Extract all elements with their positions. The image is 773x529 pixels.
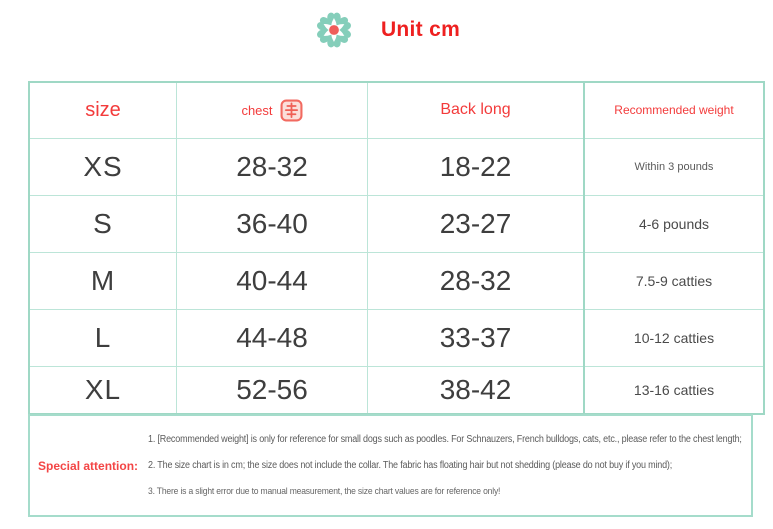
flower-icon	[313, 9, 355, 51]
circumference-stamp-icon	[280, 99, 303, 122]
notes-list	[148, 434, 773, 497]
chest-value: 40-44	[177, 252, 368, 309]
size-value: M	[29, 252, 177, 309]
back-long-value: 38-42	[368, 366, 585, 414]
weight-value: 4-6 pounds	[584, 195, 764, 252]
table-row-s	[29, 195, 764, 252]
chest-value: 28-32	[177, 138, 368, 195]
weight-value: 7.5-9 catties	[584, 252, 764, 309]
note-item-2: 2. The size chart is in cm; the size does not include the collar. The fabric has floating hair but not shedding (please do not buy if you mind);	[148, 460, 673, 471]
special-attention-box	[28, 414, 753, 517]
special-attention-label: Special attention:	[38, 458, 139, 473]
table-row-xs	[29, 138, 764, 195]
back-long-value: 23-27	[368, 195, 585, 252]
table-row-m	[29, 252, 764, 309]
chest-value: 36-40	[177, 195, 368, 252]
weight-value: Within 3 pounds	[584, 138, 764, 195]
chest-label: chest	[241, 102, 273, 118]
unit-label: Unit cm	[380, 18, 461, 41]
weight-value: 13-16 catties	[584, 366, 764, 414]
table-header-row	[29, 82, 764, 138]
chest-value: 52-56	[177, 366, 368, 414]
header	[0, 6, 773, 54]
back-long-value: 33-37	[368, 309, 585, 366]
column-header-chest	[177, 82, 368, 138]
back-long-value: 28-32	[368, 252, 585, 309]
size-value: XS	[29, 138, 177, 195]
note-item-1: 1. [Recommended weight] is only for reference for small dogs such as poodles. For Schnauzers, French bulldogs, cats, etc., please refer to the chest length;	[148, 434, 742, 445]
size-value: S	[29, 195, 177, 252]
column-header-recommended-weight: Recommended weight	[584, 82, 764, 138]
column-header-back-long: Back long	[368, 82, 585, 138]
size-value: L	[29, 309, 177, 366]
column-header-size: size	[29, 82, 177, 138]
note-item-3: 3. There is a slight error due to manual measurement, the size chart values are for reference only!	[148, 486, 501, 497]
table-row-l	[29, 309, 764, 366]
size-table	[28, 81, 765, 415]
size-value: XL	[29, 366, 177, 414]
back-long-value: 18-22	[368, 138, 585, 195]
table-row-xl	[29, 366, 764, 414]
weight-value: 10-12 catties	[584, 309, 764, 366]
chest-value: 44-48	[177, 309, 368, 366]
